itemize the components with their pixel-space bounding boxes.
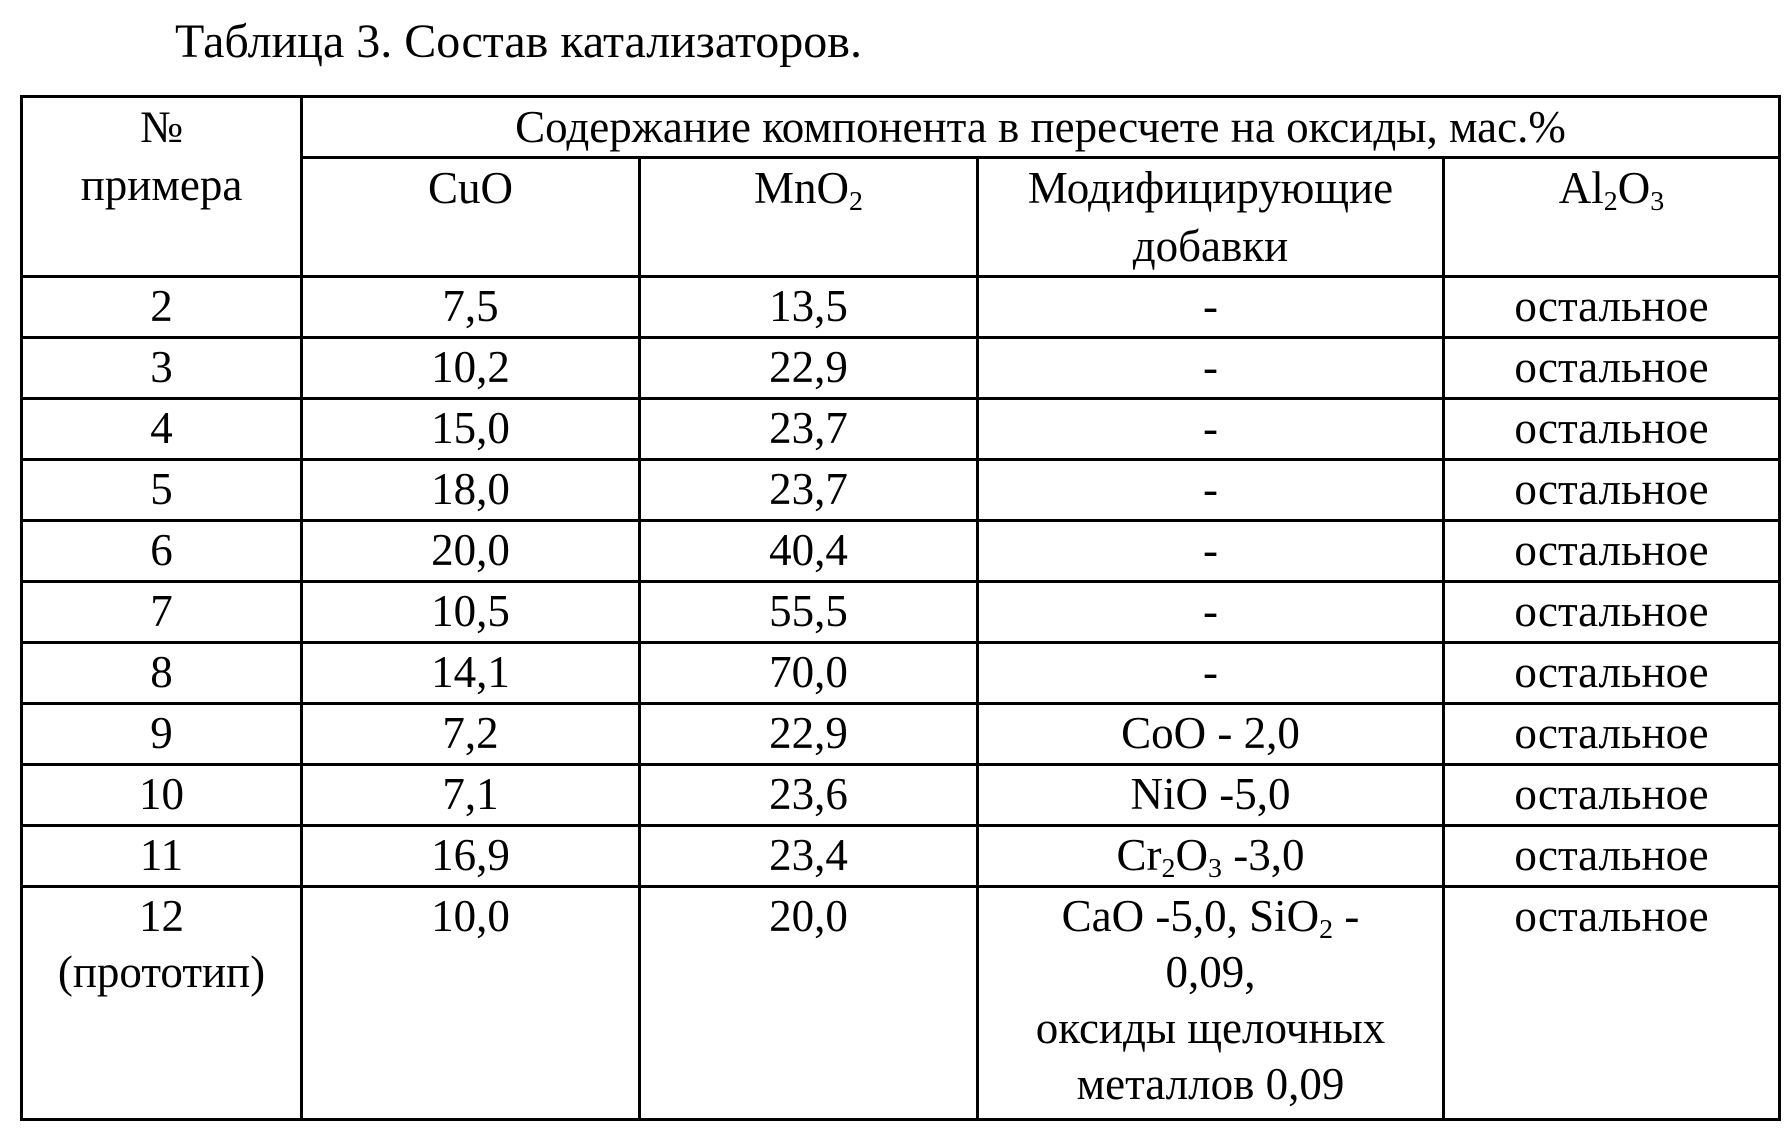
cell-example: 10 xyxy=(22,765,302,826)
cell-mno2: 23,6 xyxy=(640,765,978,826)
cell-modifiers: $Cr_2O_3$ -3,0 xyxy=(978,826,1444,887)
cell-modifiers: - xyxy=(978,643,1444,704)
cell-cuo: 20,0 xyxy=(302,521,640,582)
table-row xyxy=(22,338,1780,399)
cell-mno2: 23,7 xyxy=(640,460,978,521)
cell-example: 12 (прототип) xyxy=(22,887,302,1120)
cell-cuo: 7,2 xyxy=(302,704,640,765)
header-example-number: № примера xyxy=(22,97,302,277)
cell-modifiers: CoO - 2,0 xyxy=(978,704,1444,765)
cell-mno2: 40,4 xyxy=(640,521,978,582)
cell-al2o3: остальное xyxy=(1444,765,1780,826)
cell-mno2: 70,0 xyxy=(640,643,978,704)
header-cuo: CuO xyxy=(302,158,640,277)
table-row xyxy=(22,704,1780,765)
cell-modifiers: NiO -5,0 xyxy=(978,765,1444,826)
cell-al2o3: остальное xyxy=(1444,338,1780,399)
header-mno2: MnO$_2$ xyxy=(640,158,978,277)
table-row xyxy=(22,826,1780,887)
cell-cuo: 10,5 xyxy=(302,582,640,643)
cell-modifiers: - xyxy=(978,399,1444,460)
cell-cuo: 14,1 xyxy=(302,643,640,704)
cell-modifiers: - xyxy=(978,582,1444,643)
table-row xyxy=(22,460,1780,521)
header-al2o3: $Al_2O_3$ xyxy=(1444,158,1780,277)
cell-cuo: 10,0 xyxy=(302,887,640,1120)
cell-al2o3: остальное xyxy=(1444,826,1780,887)
cell-example: 7 xyxy=(22,582,302,643)
cell-mno2: 13,5 xyxy=(640,277,978,338)
table-row xyxy=(22,277,1780,338)
cell-mno2: 23,7 xyxy=(640,399,978,460)
table-row xyxy=(22,765,1780,826)
header-row-group xyxy=(22,97,1780,158)
table-row xyxy=(22,521,1780,582)
cell-al2o3: остальное xyxy=(1444,643,1780,704)
catalyst-composition-table xyxy=(20,95,1781,1121)
cell-example: 5 xyxy=(22,460,302,521)
table-row xyxy=(22,582,1780,643)
cell-al2o3: остальное xyxy=(1444,582,1780,643)
cell-example: 8 xyxy=(22,643,302,704)
cell-cuo: 18,0 xyxy=(302,460,640,521)
cell-al2o3: остальное xyxy=(1444,277,1780,338)
cell-modifiers: CaO -5,0, SiO$_2$ - 0,09, оксиды щелочных металлов 0,09 xyxy=(978,887,1444,1120)
cell-example: 4 xyxy=(22,399,302,460)
cell-example: 2 xyxy=(22,277,302,338)
cell-modifiers: - xyxy=(978,277,1444,338)
cell-example: 11 xyxy=(22,826,302,887)
cell-cuo: 10,2 xyxy=(302,338,640,399)
header-modifiers: Модифицирующие добавки xyxy=(978,158,1444,277)
cell-mno2: 20,0 xyxy=(640,887,978,1120)
cell-al2o3: остальное xyxy=(1444,460,1780,521)
cell-cuo: 7,5 xyxy=(302,277,640,338)
cell-al2o3: остальное xyxy=(1444,704,1780,765)
cell-mno2: 22,9 xyxy=(640,338,978,399)
cell-al2o3: остальное xyxy=(1444,887,1780,1120)
cell-modifiers: - xyxy=(978,338,1444,399)
cell-modifiers: - xyxy=(978,460,1444,521)
cell-mno2: 55,5 xyxy=(640,582,978,643)
cell-mno2: 22,9 xyxy=(640,704,978,765)
cell-mno2: 23,4 xyxy=(640,826,978,887)
header-content-group: Содержание компонента в пересчете на оксиды, мас.% xyxy=(302,97,1780,158)
cell-example: 3 xyxy=(22,338,302,399)
cell-cuo: 16,9 xyxy=(302,826,640,887)
table-caption: Таблица 3. Состав катализаторов. xyxy=(175,15,862,68)
cell-example: 9 xyxy=(22,704,302,765)
cell-al2o3: остальное xyxy=(1444,521,1780,582)
cell-cuo: 15,0 xyxy=(302,399,640,460)
table-row xyxy=(22,887,1780,1120)
table-row xyxy=(22,399,1780,460)
cell-cuo: 7,1 xyxy=(302,765,640,826)
cell-al2o3: остальное xyxy=(1444,399,1780,460)
cell-modifiers: - xyxy=(978,521,1444,582)
table-row xyxy=(22,643,1780,704)
cell-example: 6 xyxy=(22,521,302,582)
